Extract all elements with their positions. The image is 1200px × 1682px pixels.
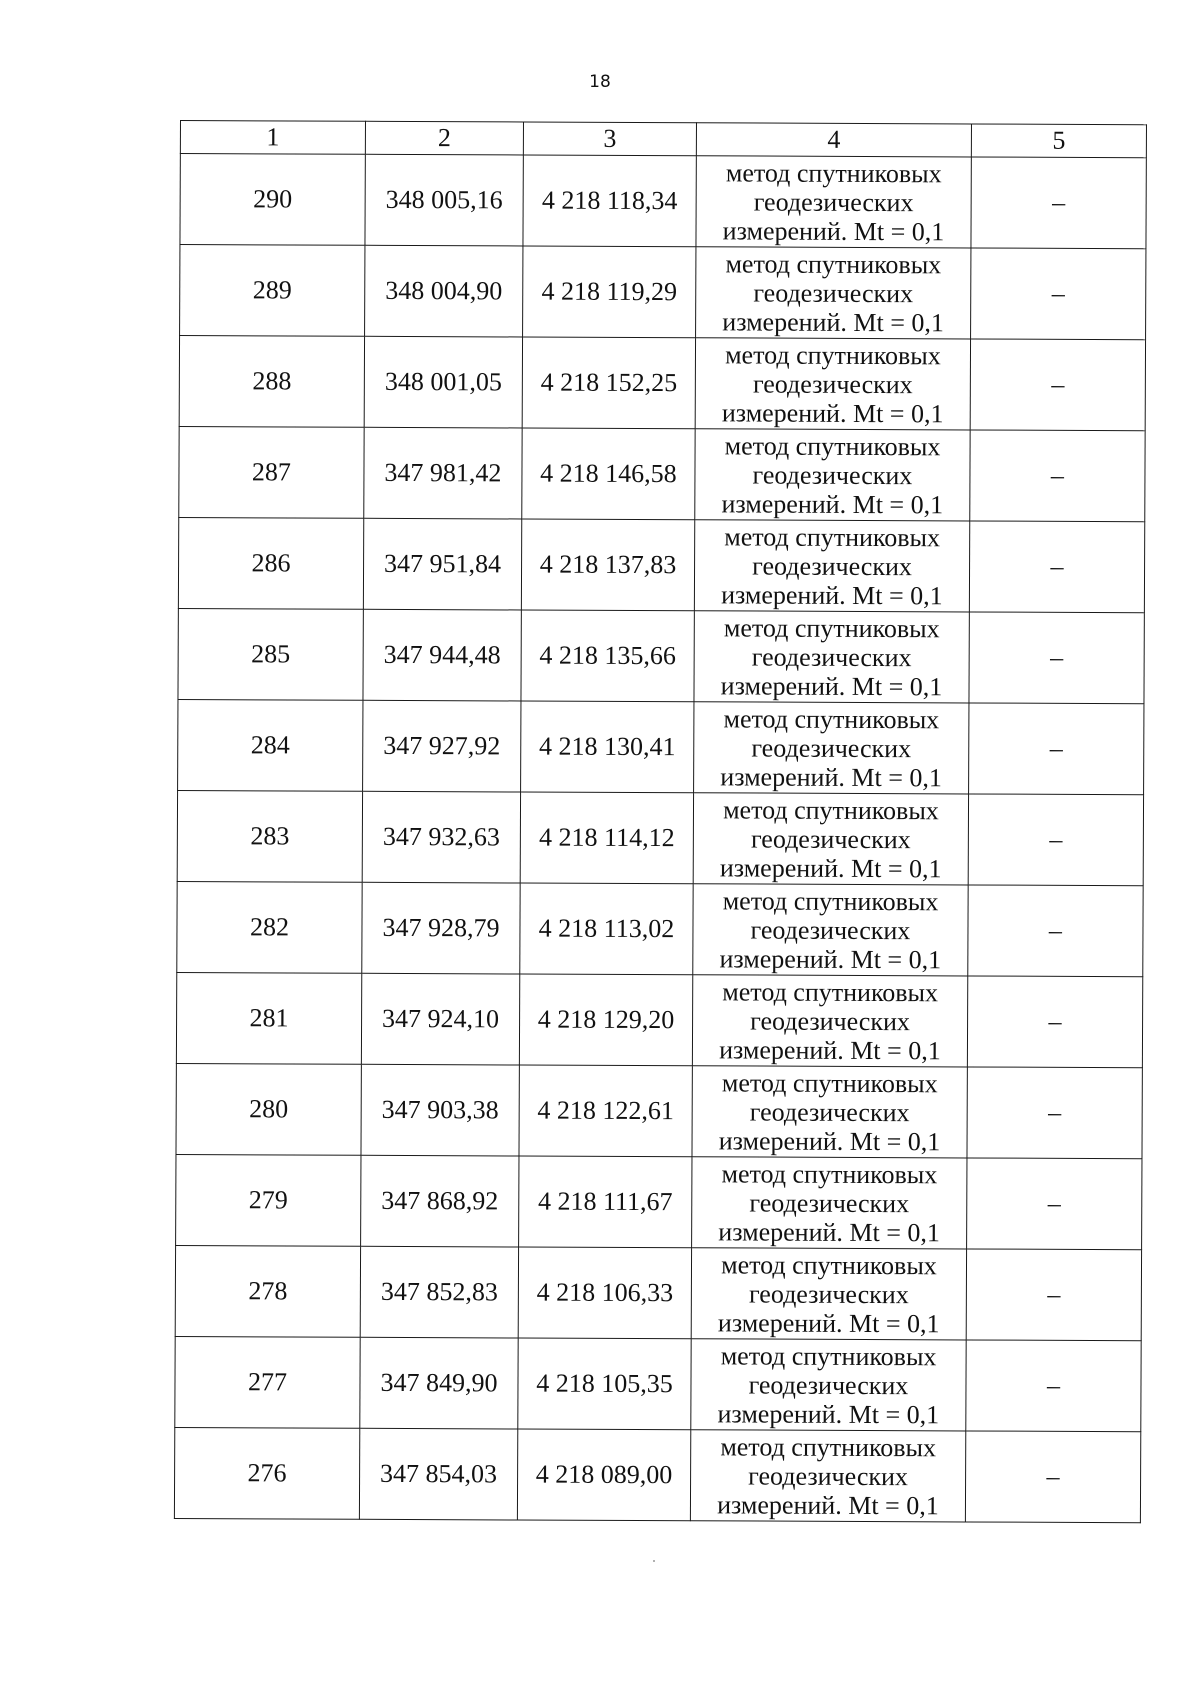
y-coordinate-cell: 4 218 130,41 [521,701,694,793]
y-coordinate-cell: 4 218 146,58 [522,428,695,520]
method-line: метод спутниковых [724,521,941,552]
page-number: 18 [589,72,611,92]
point-number-cell: 283 [177,790,362,882]
method-line: геодезических [753,187,914,217]
method-line: геодезических [748,1369,909,1400]
method-cell [696,156,971,248]
point-number-cell: 279 [176,1154,361,1246]
table-header [180,121,1146,158]
method-line: метод спутниковых [721,1249,937,1280]
method-cell [694,520,969,612]
method-line: геодезических [748,1460,909,1491]
x-coordinate-cell: 348 004,90 [365,245,523,337]
method-line: измерений. Mt = 0,1 [721,488,944,519]
method-line: измерений. Mt = 0,1 [721,397,944,428]
y-coordinate-cell: 4 218 111,67 [519,1156,692,1248]
method-line: метод спутниковых [720,1431,937,1462]
table-row [179,426,1145,521]
table-row [177,790,1143,885]
x-coordinate-cell: 347 981,42 [364,427,522,519]
table-row [175,1336,1141,1431]
note-cell: – [969,612,1144,704]
method-line: геодезических [751,732,912,763]
method-line: геодезических [753,278,914,308]
point-number-cell: 290 [180,154,365,246]
y-coordinate-cell: 4 218 119,29 [523,246,696,338]
y-coordinate-cell: 4 218 089,00 [517,1429,690,1521]
point-number-cell: 285 [178,608,363,700]
method-line: метод спутниковых [723,703,940,734]
table-row [178,517,1144,612]
table-row [178,699,1144,794]
method-line: геодезических [752,369,913,399]
method-cell [694,611,969,703]
x-coordinate-cell: 347 951,84 [363,518,521,610]
method-line: измерений. Mt = 0,1 [718,1216,941,1247]
note-cell: – [971,248,1146,340]
x-coordinate-cell: 347 927,92 [363,700,521,792]
x-coordinate-cell: 347 854,03 [359,1428,517,1520]
note-cell: – [968,885,1143,977]
note-cell: – [968,794,1143,886]
method-line: измерений. Mt = 0,1 [721,579,943,610]
y-coordinate-cell: 4 218 113,02 [520,883,693,975]
method-cell [696,247,971,339]
point-number-cell: 287 [179,426,364,518]
table-row [175,1245,1141,1340]
table-row [176,1154,1142,1249]
x-coordinate-cell: 347 928,79 [362,882,520,974]
method-line: измерений. Mt = 0,1 [719,943,942,974]
method-line: геодезических [751,642,912,672]
method-line: метод спутниковых [724,430,941,461]
method-line: метод спутниковых [723,612,940,643]
method-cell [690,1430,965,1522]
point-number-cell: 288 [179,336,364,428]
note-cell: – [970,430,1145,522]
method-line: метод спутниковых [720,1340,937,1371]
method-line: измерений. Mt = 0,1 [718,1125,941,1156]
method-line: измерений. Mt = 0,1 [722,306,944,337]
method-line: геодезических [750,914,911,945]
method-cell [692,1066,967,1158]
note-cell: – [966,1340,1141,1432]
method-line: измерений. Mt = 0,1 [717,1307,940,1338]
table-row [177,881,1143,976]
point-number-cell: 277 [175,1336,360,1428]
method-cell [691,1339,966,1431]
x-coordinate-cell: 348 001,05 [364,336,522,428]
y-coordinate-cell: 4 218 129,20 [519,974,692,1066]
x-coordinate-cell: 347 924,10 [361,973,519,1065]
x-coordinate-cell: 347 868,92 [361,1155,519,1247]
x-coordinate-cell: 347 852,83 [360,1246,518,1338]
method-line: геодезических [748,1278,909,1309]
method-line: геодезических [750,823,911,854]
method-line: измерений. Mt = 0,1 [722,215,945,246]
table-row [176,1063,1142,1158]
table-row [174,1427,1140,1522]
point-number-cell: 286 [178,517,363,609]
note-cell: – [967,1158,1142,1250]
method-line: геодезических [749,1096,910,1127]
note-cell: – [967,976,1142,1068]
method-line: метод спутниковых [725,339,941,370]
point-number-cell: 278 [175,1245,360,1337]
coordinates-table [174,120,1147,1523]
x-coordinate-cell: 348 005,16 [365,154,523,246]
scan-speck [653,1560,655,1562]
method-line: измерений. Mt = 0,1 [720,670,943,701]
method-line: метод спутниковых [722,885,939,916]
column-header-5: 5 [971,124,1146,158]
x-coordinate-cell: 347 944,48 [363,609,521,701]
method-line: измерений. Mt = 0,1 [719,852,942,883]
method-line: метод спутниковых [721,1158,938,1189]
table-row [180,154,1146,249]
method-line: геодезических [752,460,913,490]
method-line: метод спутниковых [722,976,939,1007]
y-coordinate-cell: 4 218 137,83 [521,519,694,611]
point-number-cell: 282 [177,881,362,973]
note-cell: – [967,1067,1142,1159]
y-coordinate-cell: 4 218 135,66 [521,610,694,702]
method-line: метод спутниковых [725,157,942,188]
method-line: измерений. Mt = 0,1 [717,1398,940,1429]
table-body [174,154,1146,1523]
column-header-3: 3 [523,122,696,156]
column-header-4: 4 [696,123,971,157]
note-cell: – [966,1249,1141,1341]
point-number-cell: 276 [174,1427,359,1519]
y-coordinate-cell: 4 218 105,35 [518,1338,691,1430]
point-number-cell: 281 [176,972,361,1064]
method-cell [693,884,968,976]
method-line: метод спутниковых [723,794,939,825]
note-cell: – [970,339,1145,431]
table-row [180,245,1146,340]
method-cell [695,338,970,430]
note-cell: – [971,157,1146,249]
y-coordinate-cell: 4 218 122,61 [519,1065,692,1157]
y-coordinate-cell: 4 218 118,34 [523,155,696,247]
y-coordinate-cell: 4 218 114,12 [520,792,693,884]
note-cell: – [969,703,1144,795]
method-line: метод спутниковых [721,1067,938,1098]
method-line: геодезических [749,1187,910,1218]
method-cell [695,429,970,521]
y-coordinate-cell: 4 218 106,33 [518,1247,691,1339]
point-number-cell: 284 [178,699,363,791]
method-line: измерений. Mt = 0,1 [720,761,942,792]
header-row [180,121,1146,158]
column-header-1: 1 [180,121,365,155]
table-row [178,608,1144,703]
table-row [179,336,1145,431]
method-cell [694,702,969,794]
method-line: измерений. Mt = 0,1 [719,1034,941,1065]
method-line: геодезических [752,551,912,581]
y-coordinate-cell: 4 218 152,25 [522,337,695,429]
x-coordinate-cell: 347 932,63 [362,791,520,883]
method-cell [691,1248,966,1340]
method-line: геодезических [750,1005,910,1036]
x-coordinate-cell: 347 903,38 [361,1064,519,1156]
method-line: метод спутниковых [725,248,942,279]
method-line: измерений. Mt = 0,1 [717,1489,939,1520]
point-number-cell: 289 [180,245,365,337]
x-coordinate-cell: 347 849,90 [360,1337,518,1429]
method-cell [692,1157,967,1249]
point-number-cell: 280 [176,1063,361,1155]
note-cell: – [969,521,1144,613]
note-cell: – [965,1431,1140,1523]
method-cell [693,793,968,885]
method-cell [692,975,967,1067]
column-header-2: 2 [365,121,523,155]
table-row [176,972,1142,1067]
